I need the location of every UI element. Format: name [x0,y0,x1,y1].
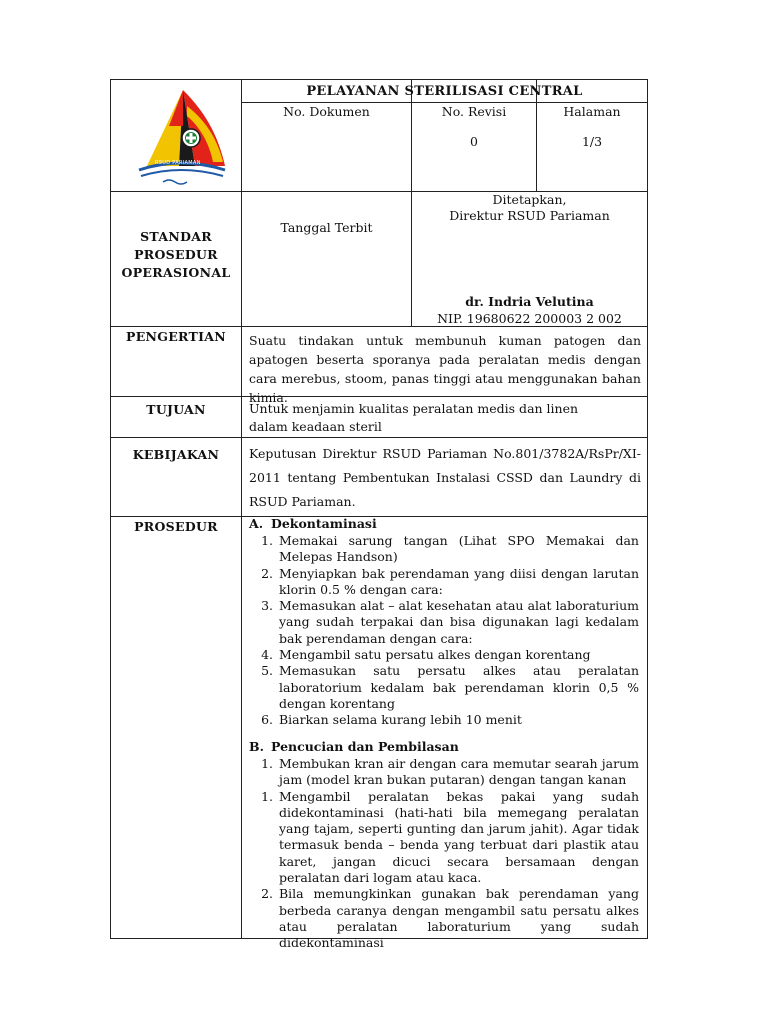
column-divider [241,80,242,938]
revision-label: No. Revisi [441,104,507,119]
item-number: 1. [261,756,273,771]
item-number: 4. [261,647,273,663]
kebijakan-label: KEBIJAKAN [132,447,220,462]
procedure-list [249,533,639,729]
set-by-line-2: Direktur RSUD Pariaman [449,208,610,223]
list-item [249,663,639,712]
section-title: Dekontaminasi [271,516,377,531]
sop-label [111,228,241,282]
procedure-list [249,756,639,952]
section-title: Pencucian dan Pembilasan [271,739,459,754]
pengertian-label: PENGERTIAN [126,329,226,344]
item-number: 2. [261,565,273,581]
item-text: Mengambil satu persatu alkes dengan korentang [279,647,591,663]
row-divider [111,516,647,517]
sop-document-table [110,79,648,951]
logo-caption: RSUD PARIAMAN [155,160,201,166]
tujuan-text: Untuk menjamin kualitas peralatan medis dan linen dalam keadaan steril [249,401,579,434]
revision-value: 0 [470,134,478,149]
list-item [249,789,639,887]
item-number: 1. [261,788,273,804]
row-divider [111,437,647,438]
item-number: 2. [261,886,273,902]
signer-nip: NIP. 19680622 200003 2 002 [437,311,622,326]
tujuan-label: TUJUAN [146,402,206,417]
item-text: Mengambil peralatan bekas pakai yang sudah didekontaminasi (hati-hati bila memegang peralatan yang tajam, seperti gunting dan jarum jahit). Agar tidak termasuk benda – benda yang terbuat dari plastik atau karet, jangan dicuci secara bersamaan dengan peralatan dari logam atau kaca. [279,788,639,886]
item-text: Memasukan alat – alat kesehatan atau alat laboraturium yang sudah terpakai dan bisa digunakan lagi kedalam bak perendaman dengan cara: [279,598,639,646]
item-text: Memakai sarung tangan (Lihat SPO Memakai dan Melepas Handson) [279,533,639,565]
list-item [249,886,639,951]
set-by-line-1: Ditetapkan, [492,192,567,207]
sop-label-line: PROSEDUR [134,247,218,262]
item-text: Bila memungkinkan gunakan bak perendaman yang berbeda caranya dengan mengambil satu persatu alkes atau peralatan laboraturium yang sudah didekontaminasi [279,886,639,951]
issue-date-label: Tanggal Terbit [280,220,373,235]
document-title: PELAYANAN STERILISASI CENTRAL [306,84,583,99]
list-item [249,712,639,728]
logo-graphic [125,86,229,186]
list-item [249,756,639,789]
doc-number-label: No. Dokumen [283,104,370,119]
sop-label-line: STANDAR [140,229,212,244]
page-label: Halaman [563,104,621,119]
item-number: 6. [261,712,273,728]
list-item [249,533,639,566]
hospital-logo [125,86,229,186]
section-letter: A. [249,516,264,531]
section-letter: B. [249,739,264,754]
row-divider [241,102,647,103]
item-text: Memasukan satu persatu alkes atau peralatan laboratorium kedalam bak perendaman klorin 0,5 % dengan korentang [279,663,639,711]
signer-name: dr. Indria Velutina [465,294,594,309]
pengertian-text: Suatu tindakan untuk membunuh kuman patogen dan apatogen beserta sporanya pada peralatan medis dengan cara merebus, stoom, panas tinggi atau menggunakan bahan kimia. [249,333,641,405]
list-item [249,598,639,647]
item-text: Menyiapkan bak perendaman yang diisi dengan larutan klorin 0.5 % dengan cara: [279,565,639,597]
item-text: Membukan kran air dengan cara memutar searah jarum jam (model kran bukan putaran) dengan tangan kanan [279,756,639,788]
kebijakan-text: Keputusan Direktur RSUD Pariaman No.801/3782A/RsPr/XI-2011 tentang Pembentukan Instalasi CSSD dan Laundry di RSUD Pariaman. [249,446,641,509]
section-heading [249,516,377,531]
item-number: 1. [261,533,273,548]
section-heading [249,739,459,754]
prosedur-label: PROSEDUR [134,519,218,534]
sop-label-line: OPERASIONAL [121,265,231,280]
page-value: 1/3 [581,134,603,149]
list-item [249,566,639,599]
item-number: 5. [261,663,273,679]
list-item [249,647,639,663]
item-number: 3. [261,598,273,614]
item-text: Biarkan selama kurang lebih 10 menit [279,712,522,728]
